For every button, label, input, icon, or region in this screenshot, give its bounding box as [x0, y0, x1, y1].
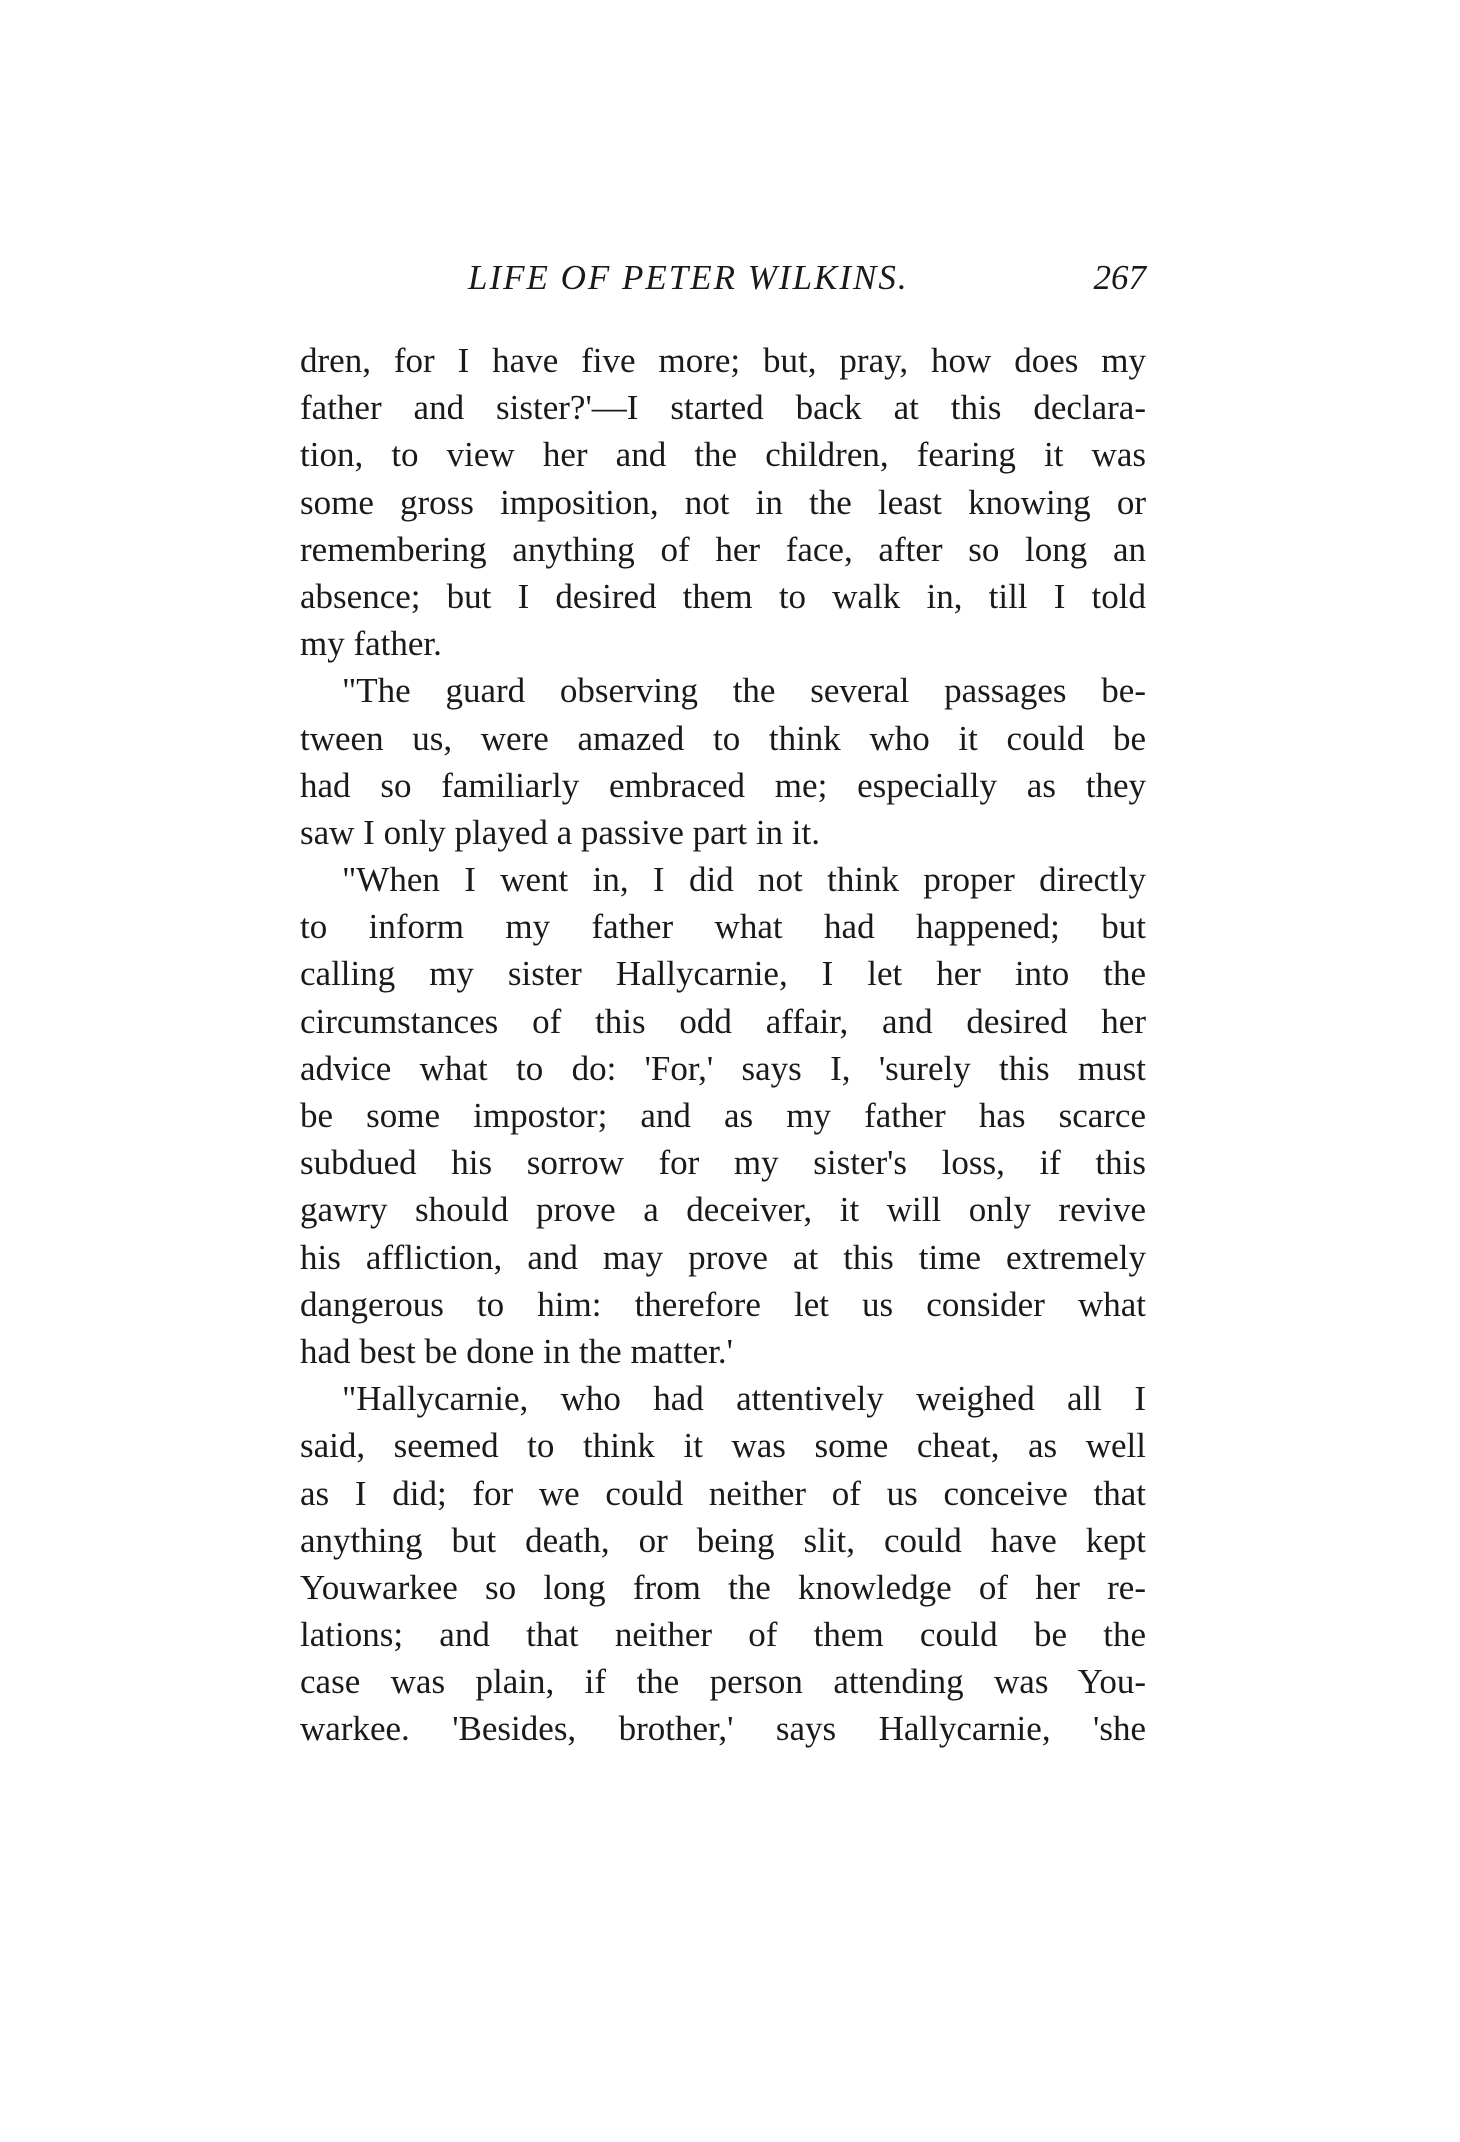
text-line: advice what to do: 'For,' says I, 'surely this must	[300, 1048, 1146, 1088]
text-line: remembering anything of her face, after so long an	[300, 529, 1146, 569]
text-line: calling my sister Hallycarnie, I let her into the	[300, 954, 1146, 994]
text-line: had best be done in the matter.'	[300, 1331, 733, 1371]
text-line: be some impostor; and as my father has scarce	[300, 1096, 1146, 1135]
text-line: dren, for I have five more; but, pray, how does my	[300, 341, 1146, 380]
text-line: had so familiarly embraced me; especially as they	[300, 765, 1146, 805]
text-line: subdued his sorrow for my sister's loss, if this	[300, 1143, 1146, 1183]
text-line: absence; but I desired them to walk in, till I told	[300, 576, 1146, 616]
running-title: LIFE OF PETER WILKINS.	[468, 258, 909, 297]
running-head	[300, 258, 1146, 318]
text-line: lations; and that neither of them could be the	[300, 1615, 1146, 1655]
paragraph-first-line: "Hallycarnie, who had attentively weighed all I	[342, 1379, 1146, 1419]
text-line: my father.	[300, 624, 442, 664]
text-line: warkee. 'Besides, brother,' says Hallycarnie, 'she	[300, 1709, 1146, 1749]
text-line: his affliction, and may prove at this time extremely	[300, 1237, 1146, 1277]
text-line: tween us, were amazed to think who it could be	[300, 718, 1146, 758]
text-line: as I did; for we could neither of us conceive that	[300, 1473, 1146, 1513]
text-line: to inform my father what had happened; but	[300, 907, 1146, 947]
text-line: dangerous to him: therefore let us consider what	[300, 1284, 1146, 1324]
text-line: anything but death, or being slit, could have kept	[300, 1520, 1146, 1560]
text-line: saw I only played a passive part in it.	[300, 812, 821, 852]
text-line: gawry should prove a deceiver, it will only revive	[300, 1190, 1146, 1230]
text-line: tion, to view her and the children, fearing it was	[300, 435, 1146, 475]
text-line: case was plain, if the person attending was You-	[300, 1662, 1146, 1702]
page-number: 267	[1093, 258, 1146, 297]
body-text	[300, 337, 1146, 1753]
paragraph-first-line: "When I went in, I did not think proper directly	[342, 860, 1146, 900]
text-line: father and sister?'—I started back at this declara-	[300, 388, 1146, 428]
text-line: circumstances of this odd affair, and desired her	[300, 1001, 1146, 1041]
text-line: said, seemed to think it was some cheat, as well	[300, 1426, 1146, 1466]
paragraph-first-line: "The guard observing the several passages be-	[342, 671, 1146, 711]
text-line: Youwarkee so long from the knowledge of her re-	[300, 1567, 1146, 1607]
text-line: some gross imposition, not in the least knowing or	[300, 482, 1146, 522]
